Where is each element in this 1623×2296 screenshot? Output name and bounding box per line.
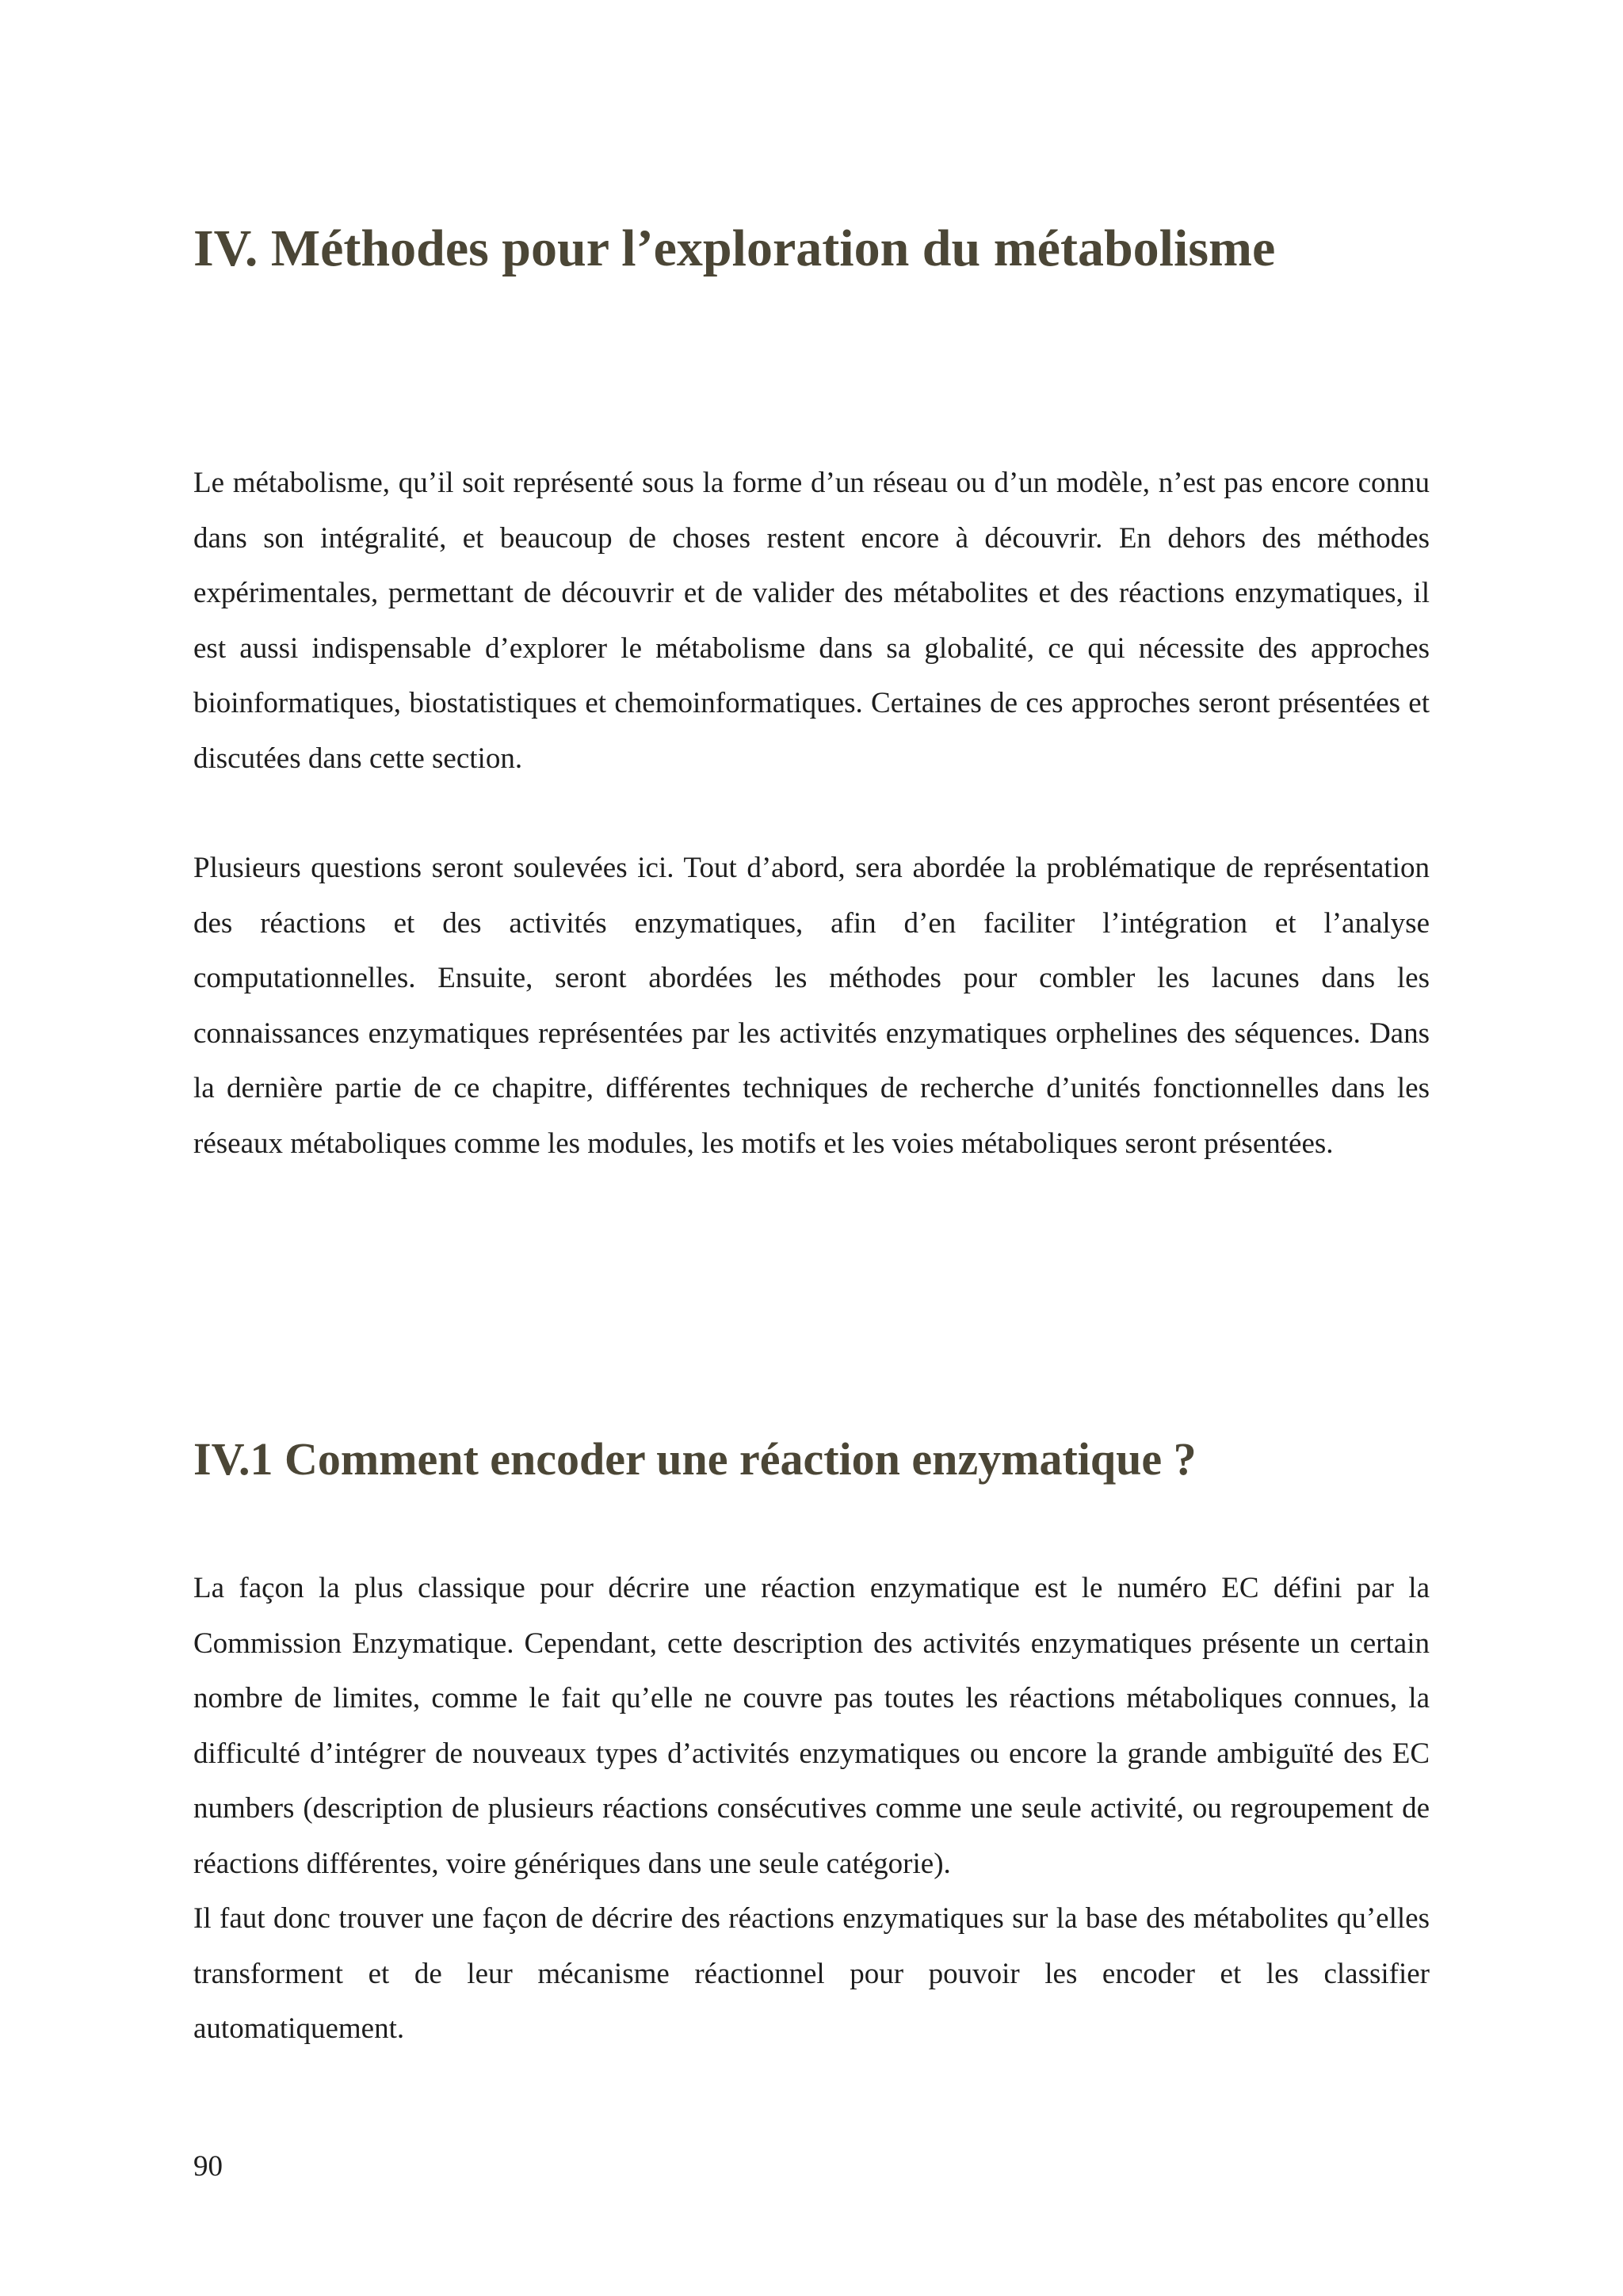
intro-paragraph-2: Plusieurs questions seront soulevées ici. Tout d’abord, sera abordée la problématique de représentation des réactions et des activités enzymatiques, afin d’en faciliter l’intégration et l’analyse computationnelles. Ensuite, seront abordées les méthodes pour combler les lacunes dans les connaissances enzymatiques représentées par les activités enzymatiques orphelines des séquences. Dans la dernière partie de ce chapitre, différentes techniques de recherche d’unités fonctionnelles dans les réseaux métaboliques comme les modules, les motifs et les voies métaboliques seront présentées. (193, 852, 1430, 1160)
intro-paragraph-1: Le métabolisme, qu’il soit représenté sous la forme d’un réseau ou d’un modèle, n’est pas encore connu dans son intégralité, et beaucoup de choses restent encore à découvrir. En dehors des méthodes expérimentales, permettant de découvrir et de valider des métabolites et des réactions enzymatiques, il est aussi indispensable d’explorer le métabolisme dans sa globalité, ce qui nécessite des approches bioinformatiques, biostatistiques et chemoinformatiques. Certaines de ces approches seront présentées et discutées dans cette section. (193, 467, 1430, 775)
section-body (193, 1561, 1430, 2057)
section-paragraph-1: La façon la plus classique pour décrire une réaction enzymatique est le numéro EC défini par la Commission Enzymatique. Cependant, cette description des activités enzymatiques présente un certain nombre de limites, comme le fait qu’elle ne couvre pas toutes les réactions métaboliques connues, la difficulté d’intégrer de nouveaux types d’activités enzymatiques ou encore la grande ambiguïté des EC numbers (description de plusieurs réactions consécutives comme une seule activité, ou regroupement de réactions différentes, voire génériques dans une seule catégorie). (193, 1572, 1430, 1880)
intro-section (193, 456, 1430, 1171)
page-number: 90 (193, 2150, 223, 2183)
section-paragraph-2: Il faut donc trouver une façon de décrire des réactions enzymatiques sur la base des métabolites qu’elles transforment et de leur mécanisme réactionnel pour pouvoir les encoder et les classifier automatiquement. (193, 1902, 1430, 2045)
chapter-title: IV. Méthodes pour l’exploration du métabolisme (193, 219, 1276, 277)
section-title: IV.1 Comment encoder une réaction enzymatique ? (193, 1433, 1197, 1485)
